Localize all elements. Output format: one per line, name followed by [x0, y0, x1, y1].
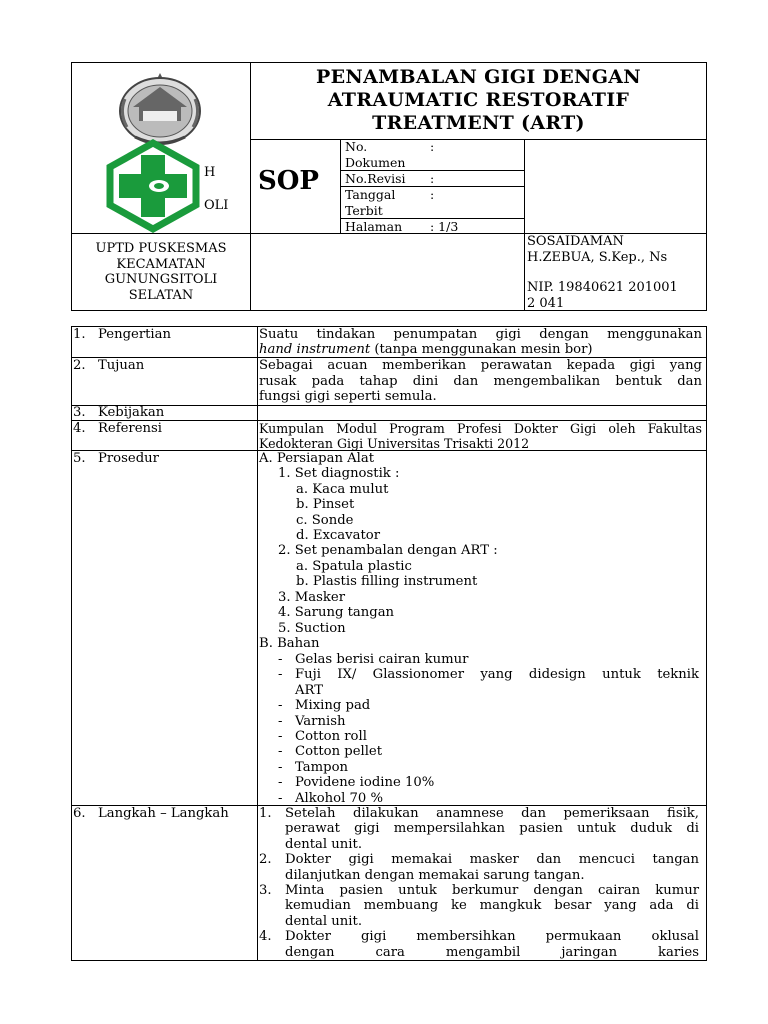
bullet-dash: -	[278, 744, 283, 760]
no-revisi-colon: :	[430, 171, 435, 186]
tanggal-label: Terbit	[345, 203, 383, 218]
bullet-dash: -	[278, 667, 283, 683]
step-text: kemudian membuang ke mangkuk besar yang ada di	[285, 898, 699, 914]
step-text: Minta pasien untuk berkumur dengan cairan kumur	[285, 883, 699, 898]
referensi-text: Kedokteran Gigi Universitas Trisakti 2012	[259, 436, 530, 451]
signer-line: SOSAIDAMAN	[527, 234, 624, 249]
row-number: 4.	[73, 421, 86, 436]
halaman-label: Halaman	[345, 219, 403, 234]
row-label: Referensi	[98, 421, 163, 436]
logo-text-fragment: OLI	[204, 198, 229, 213]
title-line: ATRAUMATIC RESTORATIF	[327, 89, 630, 111]
prosedur-item: 1. Set diagnostik :	[278, 466, 400, 481]
row-number: 6.	[73, 806, 86, 821]
bullet-dash: -	[278, 759, 283, 775]
prosedur-heading: A. Persiapan Alat	[259, 451, 375, 466]
step-text: Setelah dilakukan anamnese dan pemeriksaan fisik,	[285, 806, 699, 821]
pengertian-text: Suatu tindakan penumpatan gigi dengan menggunakan	[259, 327, 702, 342]
prosedur-item: 2. Set penambalan dengan ART :	[278, 543, 498, 558]
step-number: 1.	[259, 806, 272, 821]
tujuan-text: rusak pada tahap dini dan mengembalikan bentuk dan	[259, 374, 702, 389]
referensi-text: Kumpulan Modul Program Profesi Dokter Gigi oleh Fakultas	[259, 421, 702, 436]
prosedur-subitem: a. Spatula plastic	[296, 559, 412, 574]
bahan-item: Povidene iodine 10%	[295, 775, 435, 791]
prosedur-subitem: a. Kaca mulut	[296, 482, 389, 497]
step-number: 3.	[259, 883, 272, 898]
bullet-dash: -	[278, 652, 283, 667]
step-number: 2.	[259, 852, 272, 868]
title-line: PENAMBALAN GIGI DENGAN	[316, 66, 641, 88]
no-dokumen-label: Dokumen	[345, 155, 406, 170]
logo-text-fragment: H	[204, 165, 216, 180]
tujuan-text: Sebagai acuan memberikan perawatan kepada gigi yang	[259, 358, 702, 373]
bullet-dash: -	[278, 713, 283, 729]
step-text: dental unit.	[285, 836, 363, 852]
pengertian-rest: (tanpa menggunakan mesin bor)	[370, 342, 593, 357]
bullet-dash: -	[278, 729, 283, 744]
prosedur-subitem: c. Sonde	[296, 513, 354, 528]
signer-name	[527, 234, 667, 265]
pengertian-text	[259, 342, 593, 357]
title-line: TREATMENT (ART)	[372, 112, 585, 134]
step-text: Dokter gigi membersihkan permukaan oklusal	[285, 929, 699, 945]
signer-line: H.ZEBUA, S.Kep., Ns	[527, 249, 668, 265]
row-label: Prosedur	[98, 451, 159, 466]
prosedur-item: 3. Masker	[278, 590, 346, 605]
step-text: dilanjutkan dengan memakai sarung tangan.	[285, 867, 585, 883]
row-number: 5.	[73, 451, 86, 466]
row-label: Pengertian	[98, 327, 172, 342]
prosedur-subitem: b. Pinset	[296, 497, 355, 512]
org-line: GUNUNGSITOLI	[104, 272, 218, 287]
org-line: SELATAN	[128, 287, 194, 303]
step-text: perawat gigi mempersilahkan pasien untuk duduk di	[285, 821, 699, 837]
tujuan-text: fungsi gigi seperti semula.	[259, 389, 437, 404]
italic-term: hand instrument	[259, 342, 371, 357]
step-number: 4.	[259, 929, 272, 945]
step-text: Dokter gigi memakai masker dan mencuci tangan	[285, 852, 699, 868]
organization-name	[72, 241, 250, 303]
no-dokumen-colon: :	[430, 139, 435, 154]
bahan-item: Cotton roll	[295, 729, 367, 744]
org-line: KECAMATAN	[116, 256, 206, 272]
row-number: 1.	[73, 327, 86, 342]
halaman-value: : 1/3	[430, 219, 459, 234]
no-dokumen-label: No.	[345, 139, 368, 154]
bahan-item: Fuji IX/ Glassionomer yang didesign untuk teknik	[295, 667, 699, 683]
bahan-item: Varnish	[295, 713, 346, 729]
row-label: Kebijakan	[98, 405, 165, 420]
prosedur-subitem: b. Plastis filling instrument	[296, 574, 478, 589]
document-title	[251, 66, 706, 135]
prosedur-subitem: d. Excavator	[296, 528, 380, 543]
row-number: 3.	[73, 405, 86, 420]
health-cross-logo-icon	[103, 139, 203, 233]
step-text: dental unit.	[285, 913, 363, 929]
logo-area	[72, 63, 250, 233]
bahan-item: Tampon	[295, 759, 349, 775]
prosedur-item: 5. Suction	[278, 621, 346, 636]
bahan-item: Cotton pellet	[295, 744, 383, 760]
bahan-item: Mixing pad	[295, 698, 371, 714]
nip-line: NIP. 19840621 201001	[527, 280, 678, 295]
row-number: 2.	[73, 358, 86, 373]
nip-line: 2 041	[527, 295, 565, 311]
no-revisi-label: No.Revisi	[345, 171, 406, 186]
bahan-item: Gelas berisi cairan kumur	[295, 652, 469, 667]
bahan-item: ART	[295, 682, 324, 698]
tanggal-label: Tanggal	[345, 187, 396, 202]
org-line: UPTD PUSKESMAS	[95, 241, 227, 256]
bullet-dash: -	[278, 698, 283, 714]
signer-nip	[527, 280, 678, 311]
row-label: Tujuan	[98, 358, 145, 373]
bahan-item: Alkohol 70 %	[295, 790, 384, 806]
prosedur-heading: B. Bahan	[259, 636, 320, 651]
step-text: dengan cara mengambil jaringan karies	[285, 944, 699, 960]
tanggal-colon: :	[430, 187, 435, 202]
prosedur-item: 4. Sarung tangan	[278, 605, 395, 620]
sop-label: SOP	[258, 166, 319, 196]
bullet-dash: -	[278, 775, 283, 791]
row-label: Langkah – Langkah	[98, 806, 229, 821]
regency-emblem-icon	[115, 69, 205, 149]
bullet-dash: -	[278, 790, 283, 806]
